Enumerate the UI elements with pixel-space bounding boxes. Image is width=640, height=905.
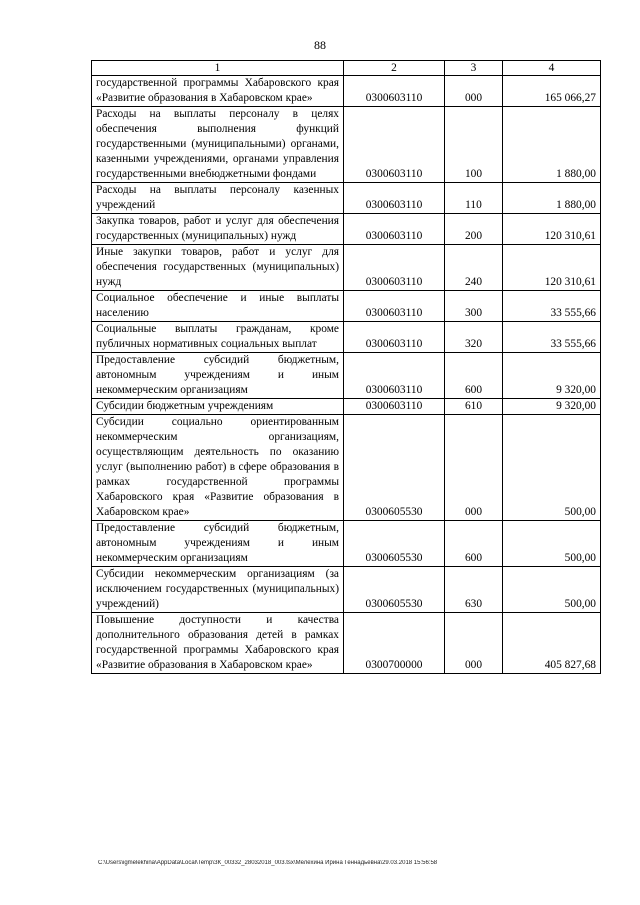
header-col-4: 4 (503, 61, 601, 76)
table-row (92, 322, 601, 353)
row-sum-cell: 120 310,61 (503, 214, 601, 245)
row-code-cell: 0300605530 (344, 415, 445, 521)
row-name-cell: Повышение доступности и качества дополнительного образования детей в рамках государственной программы Хабаровского края «Развитие образования в Хабаровском крае» (92, 613, 344, 674)
header-col-2: 2 (344, 61, 445, 76)
row-name-cell: Предоставление субсидий бюджетным, автономным учреждениям и иным некоммерческим организациям (92, 521, 344, 567)
row-name-cell: Закупка товаров, работ и услуг для обеспечения государственных (муниципальных) нужд (92, 214, 344, 245)
row-name-cell: Субсидии бюджетным учреждениям (92, 399, 344, 415)
row-sum-cell: 500,00 (503, 415, 601, 521)
row-type-cell: 000 (445, 613, 503, 674)
row-type-cell: 100 (445, 107, 503, 183)
table-row (92, 567, 601, 613)
table-row (92, 291, 601, 322)
row-type-cell: 240 (445, 245, 503, 291)
row-name-cell: государственной программы Хабаровского края «Развитие образования в Хабаровском крае» (92, 76, 344, 107)
row-type-cell: 320 (445, 322, 503, 353)
row-type-cell: 610 (445, 399, 503, 415)
budget-table (91, 60, 601, 674)
row-type-cell: 200 (445, 214, 503, 245)
row-code-cell: 0300603110 (344, 399, 445, 415)
row-type-cell: 000 (445, 415, 503, 521)
row-sum-cell: 33 555,66 (503, 291, 601, 322)
file-path-footer: C:\Users\igmelekhina\AppData\Local\Temp\ЗК_00332_28032018_003.tsx\Мелехина Ирина Геннадьевна\29.03.2018 15:56:58 (98, 860, 438, 866)
row-name-cell: Иные закупки товаров, работ и услуг для обеспечения государственных (муниципальных) нужд (92, 245, 344, 291)
row-name-cell: Субсидии некоммерческим организациям (за исключением государственных (муниципальных) учреждений) (92, 567, 344, 613)
row-type-cell: 110 (445, 183, 503, 214)
table-body (92, 76, 601, 674)
row-type-cell: 000 (445, 76, 503, 107)
row-sum-cell: 500,00 (503, 567, 601, 613)
row-sum-cell: 9 320,00 (503, 353, 601, 399)
table-row (92, 521, 601, 567)
row-sum-cell: 33 555,66 (503, 322, 601, 353)
row-code-cell: 0300603110 (344, 291, 445, 322)
row-sum-cell: 165 066,27 (503, 76, 601, 107)
row-code-cell: 0300603110 (344, 322, 445, 353)
row-type-cell: 630 (445, 567, 503, 613)
table-row (92, 353, 601, 399)
row-sum-cell: 405 827,68 (503, 613, 601, 674)
row-sum-cell: 500,00 (503, 521, 601, 567)
row-code-cell: 0300605530 (344, 521, 445, 567)
row-code-cell: 0300603110 (344, 245, 445, 291)
row-name-cell: Социальное обеспечение и иные выплаты населению (92, 291, 344, 322)
row-code-cell: 0300603110 (344, 353, 445, 399)
header-col-3: 3 (445, 61, 503, 76)
row-name-cell: Расходы на выплаты персоналу казенных учреждений (92, 183, 344, 214)
table-row (92, 76, 601, 107)
row-code-cell: 0300700000 (344, 613, 445, 674)
row-code-cell: 0300603110 (344, 214, 445, 245)
row-name-cell: Социальные выплаты гражданам, кроме публичных нормативных социальных выплат (92, 322, 344, 353)
row-sum-cell: 1 880,00 (503, 183, 601, 214)
table-row (92, 245, 601, 291)
row-sum-cell: 1 880,00 (503, 107, 601, 183)
row-name-cell: Предоставление субсидий бюджетным, автономным учреждениям и иным некоммерческим организациям (92, 353, 344, 399)
row-code-cell: 0300603110 (344, 76, 445, 107)
table-row (92, 107, 601, 183)
table-row (92, 183, 601, 214)
row-sum-cell: 9 320,00 (503, 399, 601, 415)
table-header-row (92, 61, 601, 76)
row-code-cell: 0300603110 (344, 107, 445, 183)
row-name-cell: Субсидии социально ориентированным некоммерческим организациям, осуществляющим деятельность по оказанию услуг (выполнению работ) в сфере образования в рамках государственной программы Хабаровского края «Развитие образования в Хабаровском крае» (92, 415, 344, 521)
row-type-cell: 300 (445, 291, 503, 322)
header-col-1: 1 (92, 61, 344, 76)
row-code-cell: 0300605530 (344, 567, 445, 613)
row-type-cell: 600 (445, 521, 503, 567)
table-row (92, 613, 601, 674)
table-row (92, 399, 601, 415)
row-type-cell: 600 (445, 353, 503, 399)
page-number: 88 (314, 38, 326, 52)
row-code-cell: 0300603110 (344, 183, 445, 214)
row-name-cell: Расходы на выплаты персоналу в целях обеспечения выполнения функций государственными (муниципальными) органами, казенными учреждениями, органами управления государственными внебюджетными фондами (92, 107, 344, 183)
row-sum-cell: 120 310,61 (503, 245, 601, 291)
table-row (92, 214, 601, 245)
table-row (92, 415, 601, 521)
